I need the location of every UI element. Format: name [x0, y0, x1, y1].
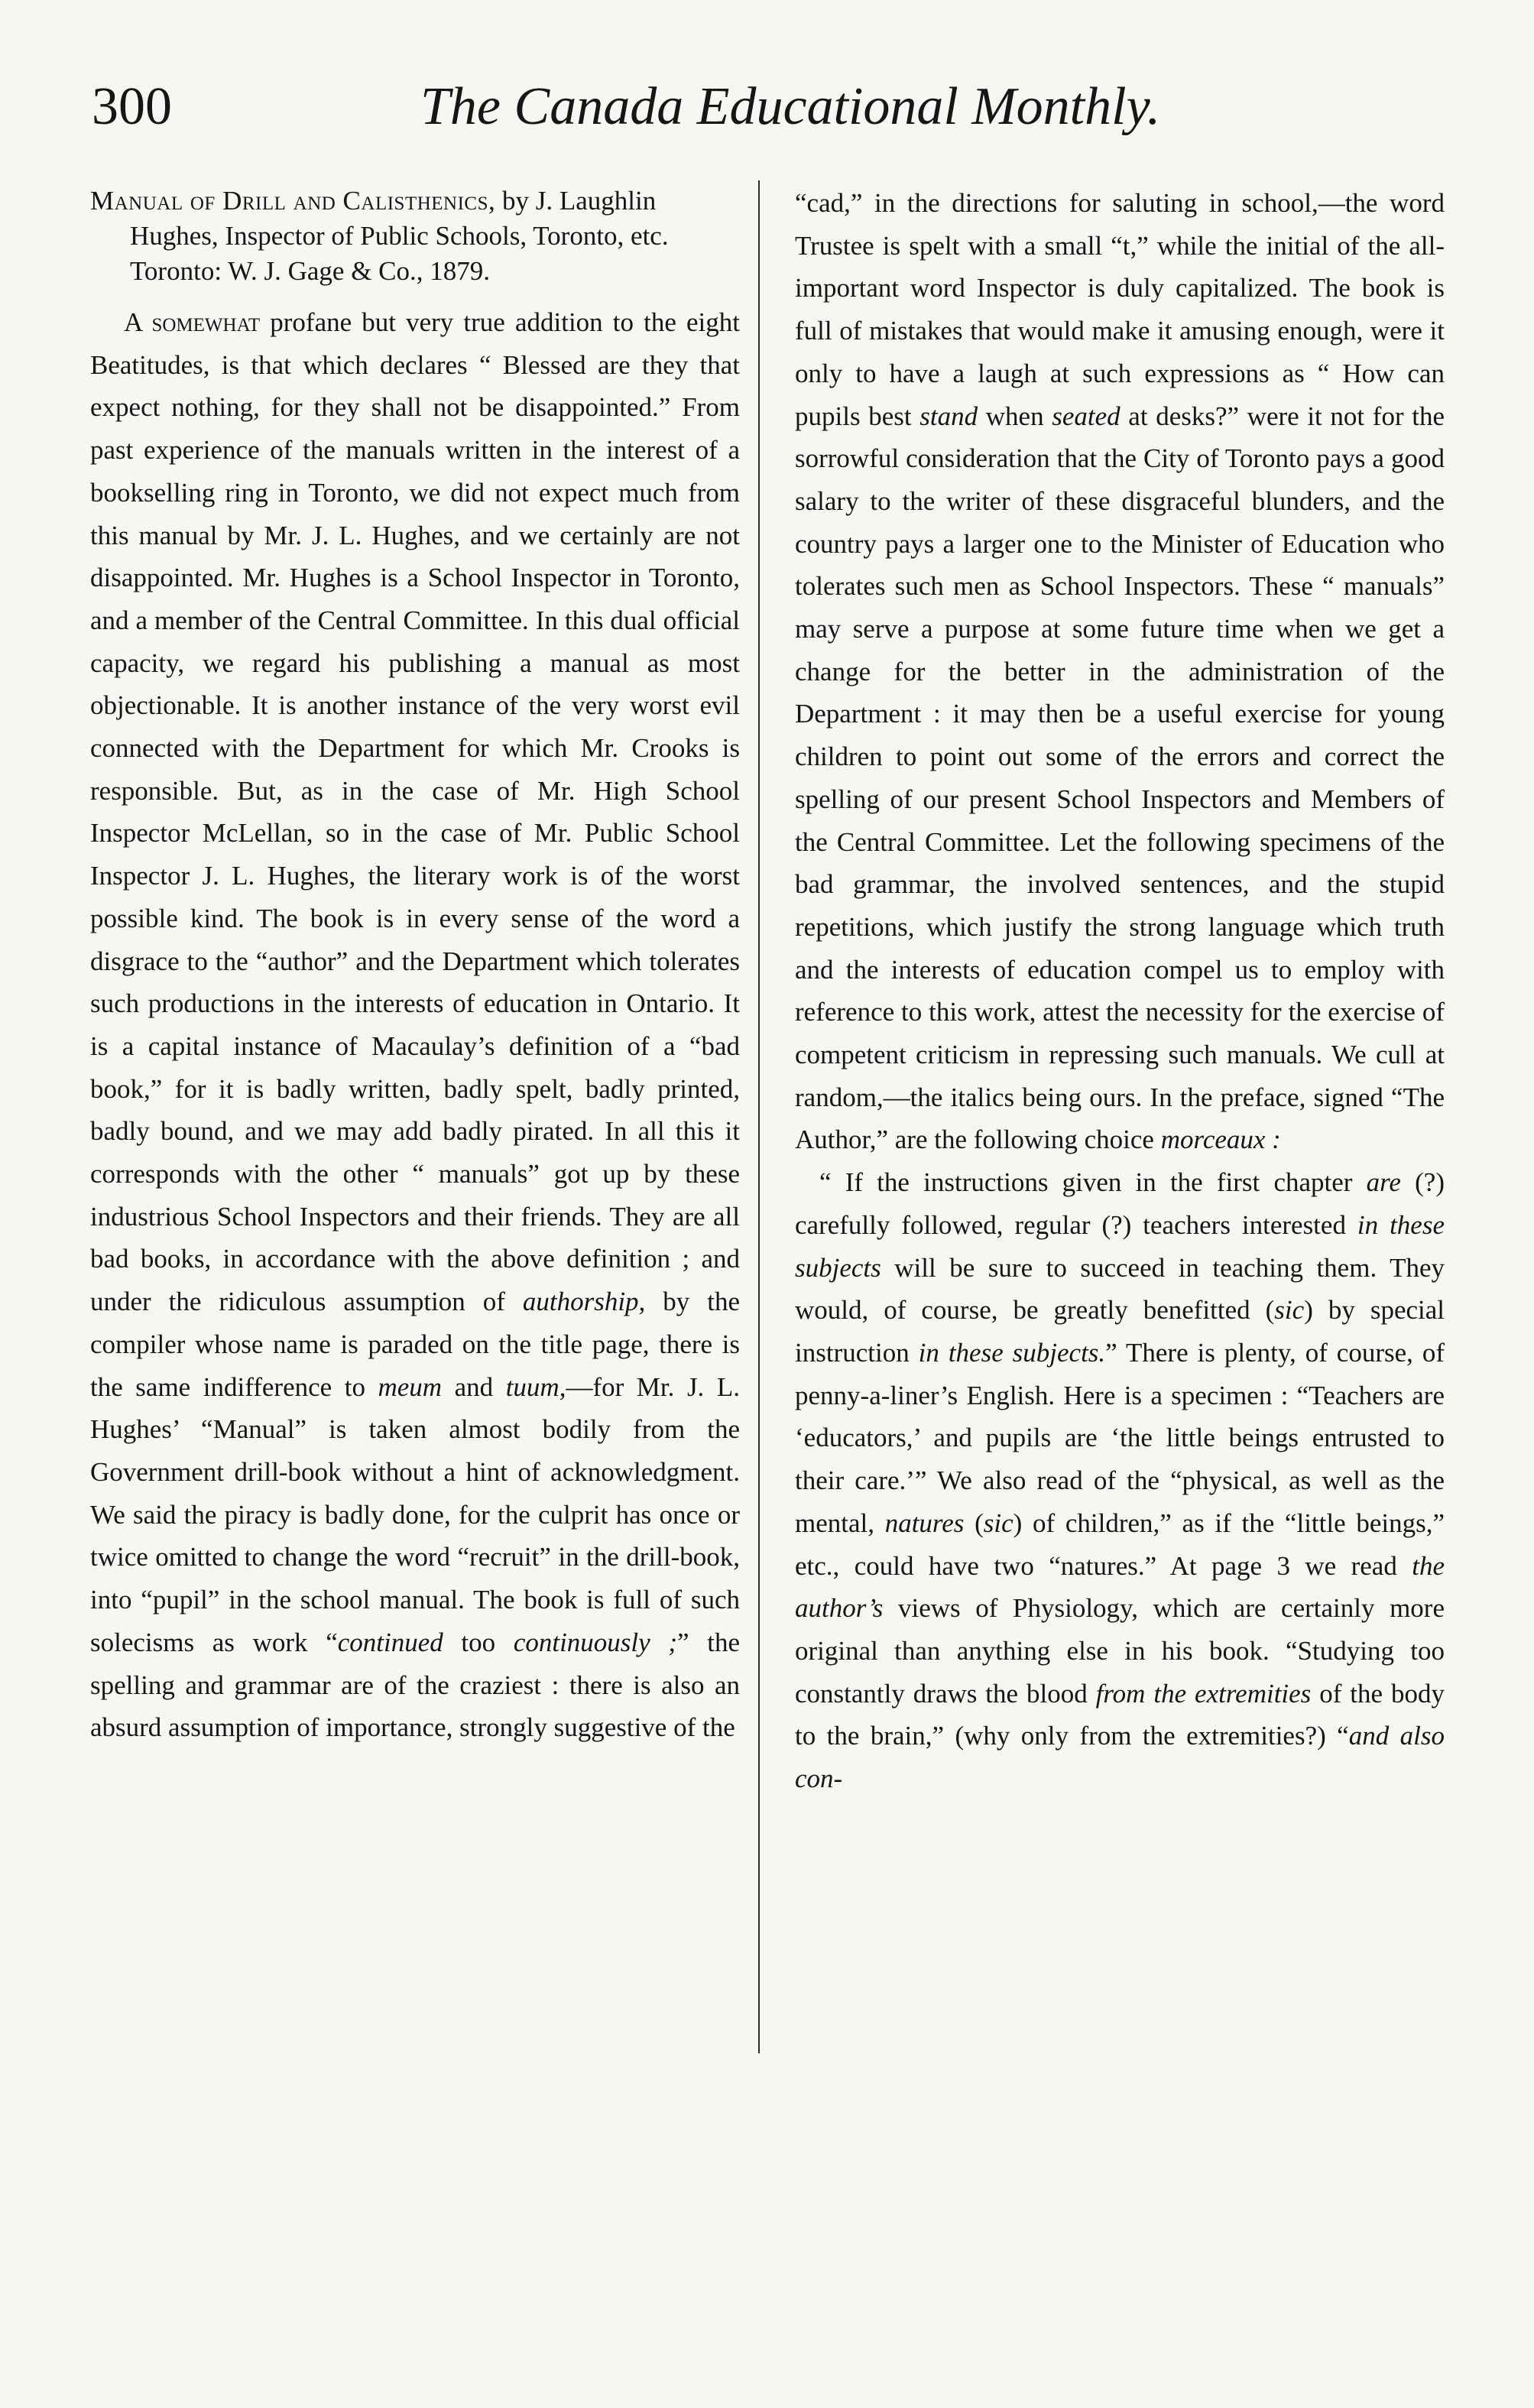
paragraph-text: will be sure to succeed in teaching them. They would, of course, be greatly benefitted (: [795, 1252, 1445, 1326]
right-column: [795, 182, 1445, 1800]
review-book-details: by J. Laughlin Hughes, Inspector of Public Schools, Toronto, etc. Toronto: W. J. Gage & Co., 1879.: [130, 186, 669, 286]
paragraph-lead-smallcaps: A somewhat: [124, 307, 261, 337]
paragraph-text: ” There is plenty, of course, of penny-a-liner’s English. Here is a specimen : “Teachers are ‘educators,’ and pupils are ‘the little beings entrusted to their care.’” We also read of the “physical, as well as the mental,: [795, 1337, 1445, 1538]
italic-phrase: are: [1366, 1167, 1401, 1198]
italic-phrase: in these subjects.: [918, 1337, 1106, 1368]
page-number: 300: [92, 77, 172, 136]
paragraph-text: profane but very true addition to the eight Beatitudes, is that which declares “ Blessed are they that expect nothing, for they shall not be disappointed.” From past experience of the manuals written in the interest of a bookselling ring in Toronto, we did not expect much from this manual by Mr. J. L. Hughes, and we certainly are not disappointed. Mr. Hughes is a School Inspector in Toronto, and a member of the Central Committee. In this dual official capacity, we regard his publishing a manual as most objectionable. It is another instance of the very worst evil connected with the Department for which Mr. Crooks is responsible. But, as in the case of Mr. High School Inspector McLellan, so in the case of Mr. Public School Inspector J. L. Hughes, the literary work is of the worst possible kind. The book is in every sense of the word a disgrace to the “author” and the Department which tolerates such productions in the interests of education in Ontario. It is a capital instance of Macaulay’s definition of a “bad book,” for it is badly written, badly spelt, badly printed, badly bound, and we may add badly pirated. In all this it corresponds with the other “ manuals” got up by these industrious School Inspectors and their friends. They are all bad books, in accordance with the above definition ; and under the ridiculous assumption of: [90, 307, 740, 1317]
paragraph-text: (?) carefully followed, regular (?) teachers interested: [795, 1167, 1445, 1240]
journal-title: The Canada Educational Monthly.: [420, 77, 1161, 136]
italic-phrase: sic: [1274, 1295, 1305, 1326]
italic-phrase: continued: [337, 1627, 443, 1657]
review-paragraph-1: [90, 301, 740, 1749]
paragraph-text: at desks?” were it not for the sorrowful consideration that the City of Toronto pays a good salary to the writer of these disgraceful blunders, and the country pays a larger one to the Minister of Education who tolerates such men as School Inspectors. These “ manuals” may serve a purpose at some future time when we get a change for the better in the administration of the Department : it may then be a useful exercise for young children to point out some of the errors and correct the spelling of our present School Inspectors and Members of the Central Committee. Let the following specimens of the bad grammar, the involved sentences, and the stupid repetitions, which justify the strong language which truth and the interests of education compel us to employ with reference to this work, attest the necessity for the exercise of competent criticism in repressing such manuals. We cull at random,—the italics being ours. In the preface, signed “The Author,” are the following choice: [795, 401, 1445, 1155]
continued-paragraph: [795, 182, 1445, 1161]
italic-phrase: seated: [1052, 401, 1121, 431]
paragraph-text: ) by special instruction: [795, 1295, 1445, 1368]
italic-phrase: and also con-: [795, 1721, 1445, 1794]
paragraph-text: when: [978, 401, 1052, 431]
paragraph-text: “ If the instructions given in the first chapter: [819, 1167, 1367, 1198]
paragraph-text: —for Mr. J. L. Hughes’ “Manual” is taken almost bodily from the Government drill-book without a hint of acknowledgment. We said the piracy is badly done, for the culprit has once or twice omitted to change the word “recruit” in the drill-book, into “pupil” in the school manual. The book is full of such solecisms as work “: [90, 1371, 740, 1657]
review-book-title: Manual of Drill and Calisthenics,: [90, 186, 496, 216]
italic-phrase: the author’s: [795, 1550, 1445, 1624]
italic-phrase: natures: [884, 1507, 965, 1538]
italic-phrase: tuum,: [505, 1371, 566, 1402]
quotation-paragraph: [795, 1161, 1445, 1800]
italic-phrase: continuously ;: [513, 1627, 678, 1657]
review-heading: [90, 183, 740, 289]
paragraph-text: and: [442, 1371, 506, 1402]
paragraph-text: “cad,” in the directions for saluting in school,—the word Trustee is spelt with a small “t,” while the initial of the all-important word Inspector is duly capitalized. The book is full of mistakes that would make it amusing enough, were it only to have a laugh at such expressions as “ How can pupils best: [795, 188, 1445, 431]
paragraph-text: too: [443, 1627, 514, 1657]
paragraph-text: (: [964, 1507, 984, 1538]
column-divider: [758, 180, 760, 2053]
paragraph-text: ) of children,” as if the “little beings,” etc., could have two “natures.” At page 3 we read: [795, 1507, 1445, 1581]
italic-phrase: from the extremities: [1095, 1678, 1312, 1709]
italic-phrase: authorship,: [522, 1287, 646, 1317]
italic-phrase: stand: [919, 401, 978, 431]
paragraph-text: of the body to the brain,” (why only from the extremities?) “: [795, 1678, 1445, 1751]
italic-phrase: meum: [378, 1371, 443, 1402]
left-column: [90, 183, 740, 1749]
paragraph-text: ” the spelling and grammar are of the craziest : there is also an absurd assumption of importance, strongly suggestive of the: [90, 1627, 740, 1743]
italic-phrase: sic: [983, 1507, 1013, 1538]
running-header: [92, 76, 1161, 168]
italic-phrase: in these subjects: [795, 1209, 1445, 1283]
italic-phrase: morceaux :: [1160, 1124, 1281, 1155]
paragraph-text: by the compiler whose name is paraded on the title page, there is the same indifference to: [90, 1287, 740, 1402]
paragraph-text: views of Physiology, which are certainly more original than anything else in his book. “Studying too constantly draws the blood: [795, 1593, 1445, 1709]
